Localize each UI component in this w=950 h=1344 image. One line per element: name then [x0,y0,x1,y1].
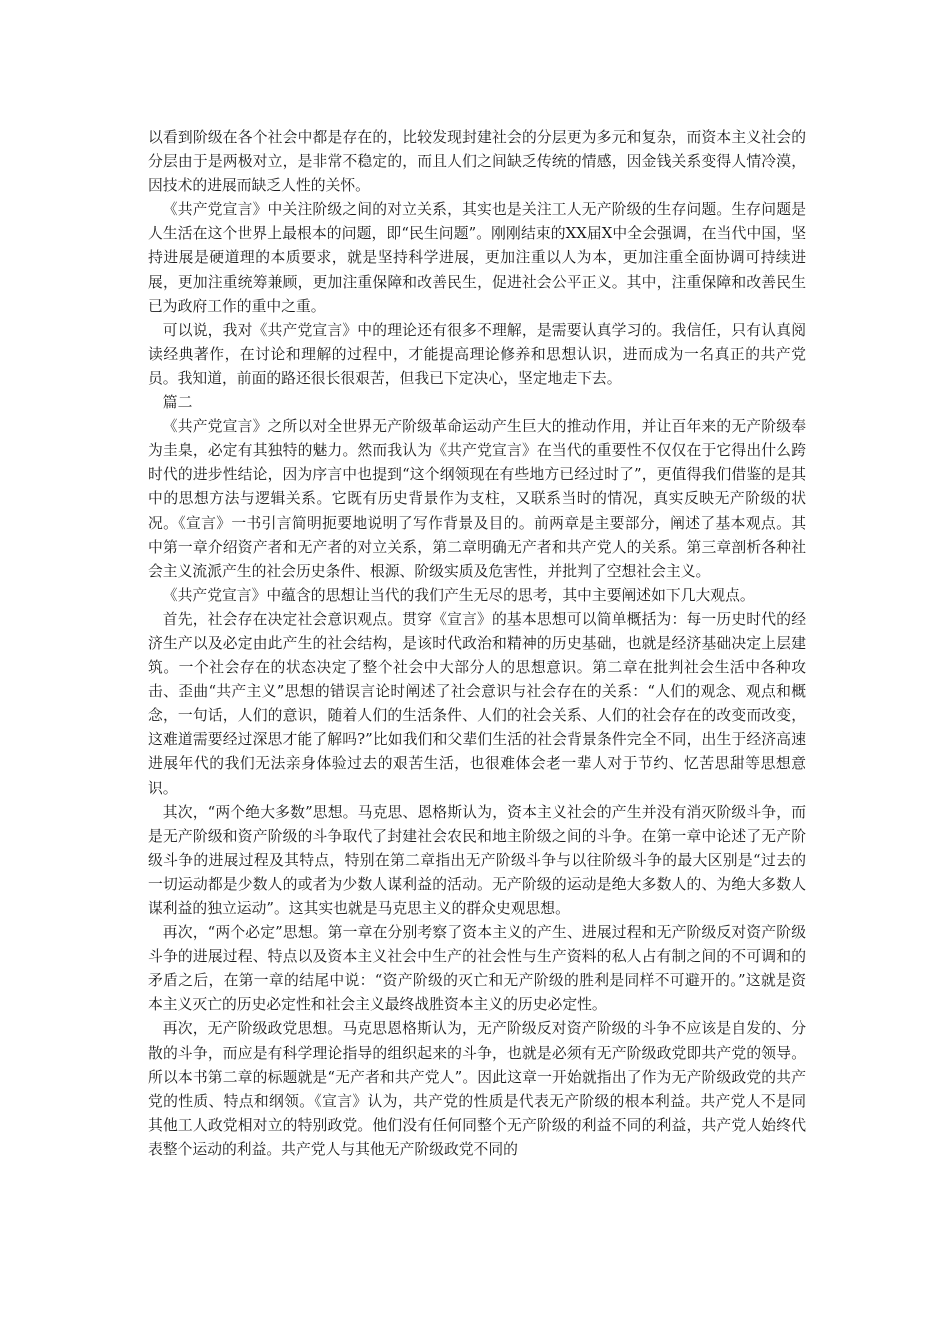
document-page [148,126,806,1162]
paragraph-main-viewpoints: 《共产党宣言》中蕴含的思想让当代的我们产生无尽的思考，其中主要阐述如下几大观点。 [162,586,755,604]
paragraph-conclusion: 可以说，我对《共产党宣言》中的理论还有很多不理解，是需要认真学习的。我信任，只有认真阅读经典著作，在讨论和理解的过程中，才能提高理论修养和思想认识，进而成为一名真正的共产党员。我知道，前面的路还很长很艰苦，但我已下定决心，坚定地走下去。 [148,321,806,387]
paragraph-manifesto-class-opposition: 《共产党宣言》中关注阶级之间的对立关系，其实也是关注工人无产阶级的生存问题。生存问题是人生活在这个世界上最根本的问题，即“民生问题”。刚刚结束的XX届X中全会强调，在当代中国，坚持进展是硬道理的本质要求，就是坚持科学进展，更加注重以人为本，更加注重全面协调可持续进展，更加注重统筹兼顾，更加注重保障和改善民生，促进社会公平正义。其中，注重保障和改善民生已为政府工作的重中之重。 [148,201,806,315]
paragraph-third-viewpoint: 再次，“两个必定”思想。第一章在分别考察了资本主义的产生、进展过程和无产阶级反对资产阶级斗争的进展过程、特点以及资本主义社会中生产的社会性与生产资料的私人占有制之间的不可调和的矛盾之后，在第一章的结尾中说：“资产阶级的灭亡和无产阶级的胜利是同样不可避开的。”这就是资本主义灭亡的历史必定性和社会主义最终战胜资本主义的历史必定性。 [148,924,806,1014]
paragraph-first-viewpoint: 首先，社会存在决定社会意识观点。贯穿《宣言》的基本思想可以简单概括为：每一历史时代的经济生产以及必定由此产生的社会结构，是该时代政治和精神的历史基础，也就是经济基础决定上层建筑。一个社会存在的状态决定了整个社会中大部分人的思想意识。第二章在批判社会生活中各种攻击、歪曲“共产主义”思想的错误言论时阐述了社会意识与社会存在的关系：“人们的观念、观点和概念，一句话，人们的意识，随着人们的生活条件、人们的社会关系、人们的社会存在的改变而改变，这难道需要经过深思才能了解吗?”比如我们和父辈们生活的社会背景条件完全不同，出生于经济高速进展年代的我们无法亲身体验过去的艰苦生活，也很难体会老一辈人对于节约、忆苦思甜等思想意识。 [148,610,806,797]
paragraph-second-viewpoint: 其次，“两个绝大多数”思想。马克思、恩格斯认为，资本主义社会的产生并没有消灭阶级斗争，而是无产阶级和资产阶级的斗争取代了封建社会农民和地主阶级之间的斗争。在第一章中论述了无产阶级斗争的进展过程及其特点，特别在第二章指出无产阶级斗争与以往阶级斗争的最大区别是“过去的一切运动都是少数人的或者为少数人谋利益的活动。无产阶级的运动是绝大多数人的、为绝大多数人谋利益的独立运动”。这其实也就是马克思主义的群众史观思想。 [148,803,806,917]
paragraph-fourth-viewpoint: 再次，无产阶级政党思想。马克思恩格斯认为，无产阶级反对资产阶级的斗争不应该是自发的、分散的斗争，而应是有科学理论指导的组织起来的斗争，也就是必须有无产阶级政党即共产党的领导。所以本书第二章的标题就是“无产者和共产党人”。因此这章一开始就指出了作为无产阶级政党的共产党的性质、特点和纲领。《宣言》认为，共产党的性质是代表无产阶级的根本利益。共产党人不是同其他工人政党相对立的特别政党。他们没有任何同整个无产阶级的利益不同的利益，共产党人始终代表整个运动的利益。共产党人与其他无产阶级政党不同的 [148,1020,806,1158]
paragraph-continuation: 以看到阶级在各个社会中都是存在的，比较发现封建社会的分层更为多元和复杂，而资本主义社会的分层由于是两极对立，是非常不稳定的，而且人们之间缺乏传统的情感，因金钱关系变得人情冷漠，因技术的进展而缺乏人性的关怀。 [148,129,806,195]
paragraph-manifesto-overview: 《共产党宣言》之所以对全世界无产阶级革命运动产生巨大的推动作用，并让百年来的无产阶级奉为圭臬，必定有其独特的魅力。然而我认为《共产党宣言》在当代的重要性不仅仅在于它得出什么跨时代的进步性结论，因为序言中也提到“这个纲领现在有些地方已经过时了”，更值得我们借鉴的是其中的思想方法与逻辑关系。它既有历史背景作为支柱，又联系当时的情况，真实反映无产阶级的状况。《宣言》一书引言简明扼要地说明了写作背景及目的。前两章是主要部分，阐述了基本观点。其中第一章介绍资产者和无产者的对立关系，第二章明确无产者和共产党人的关系。第三章剖析各种社会主义流派产生的社会历史条件、根源、阶级实质及危害性，并批判了空想社会主义。 [148,418,806,580]
section-heading-part-two: 篇二 [162,394,193,412]
